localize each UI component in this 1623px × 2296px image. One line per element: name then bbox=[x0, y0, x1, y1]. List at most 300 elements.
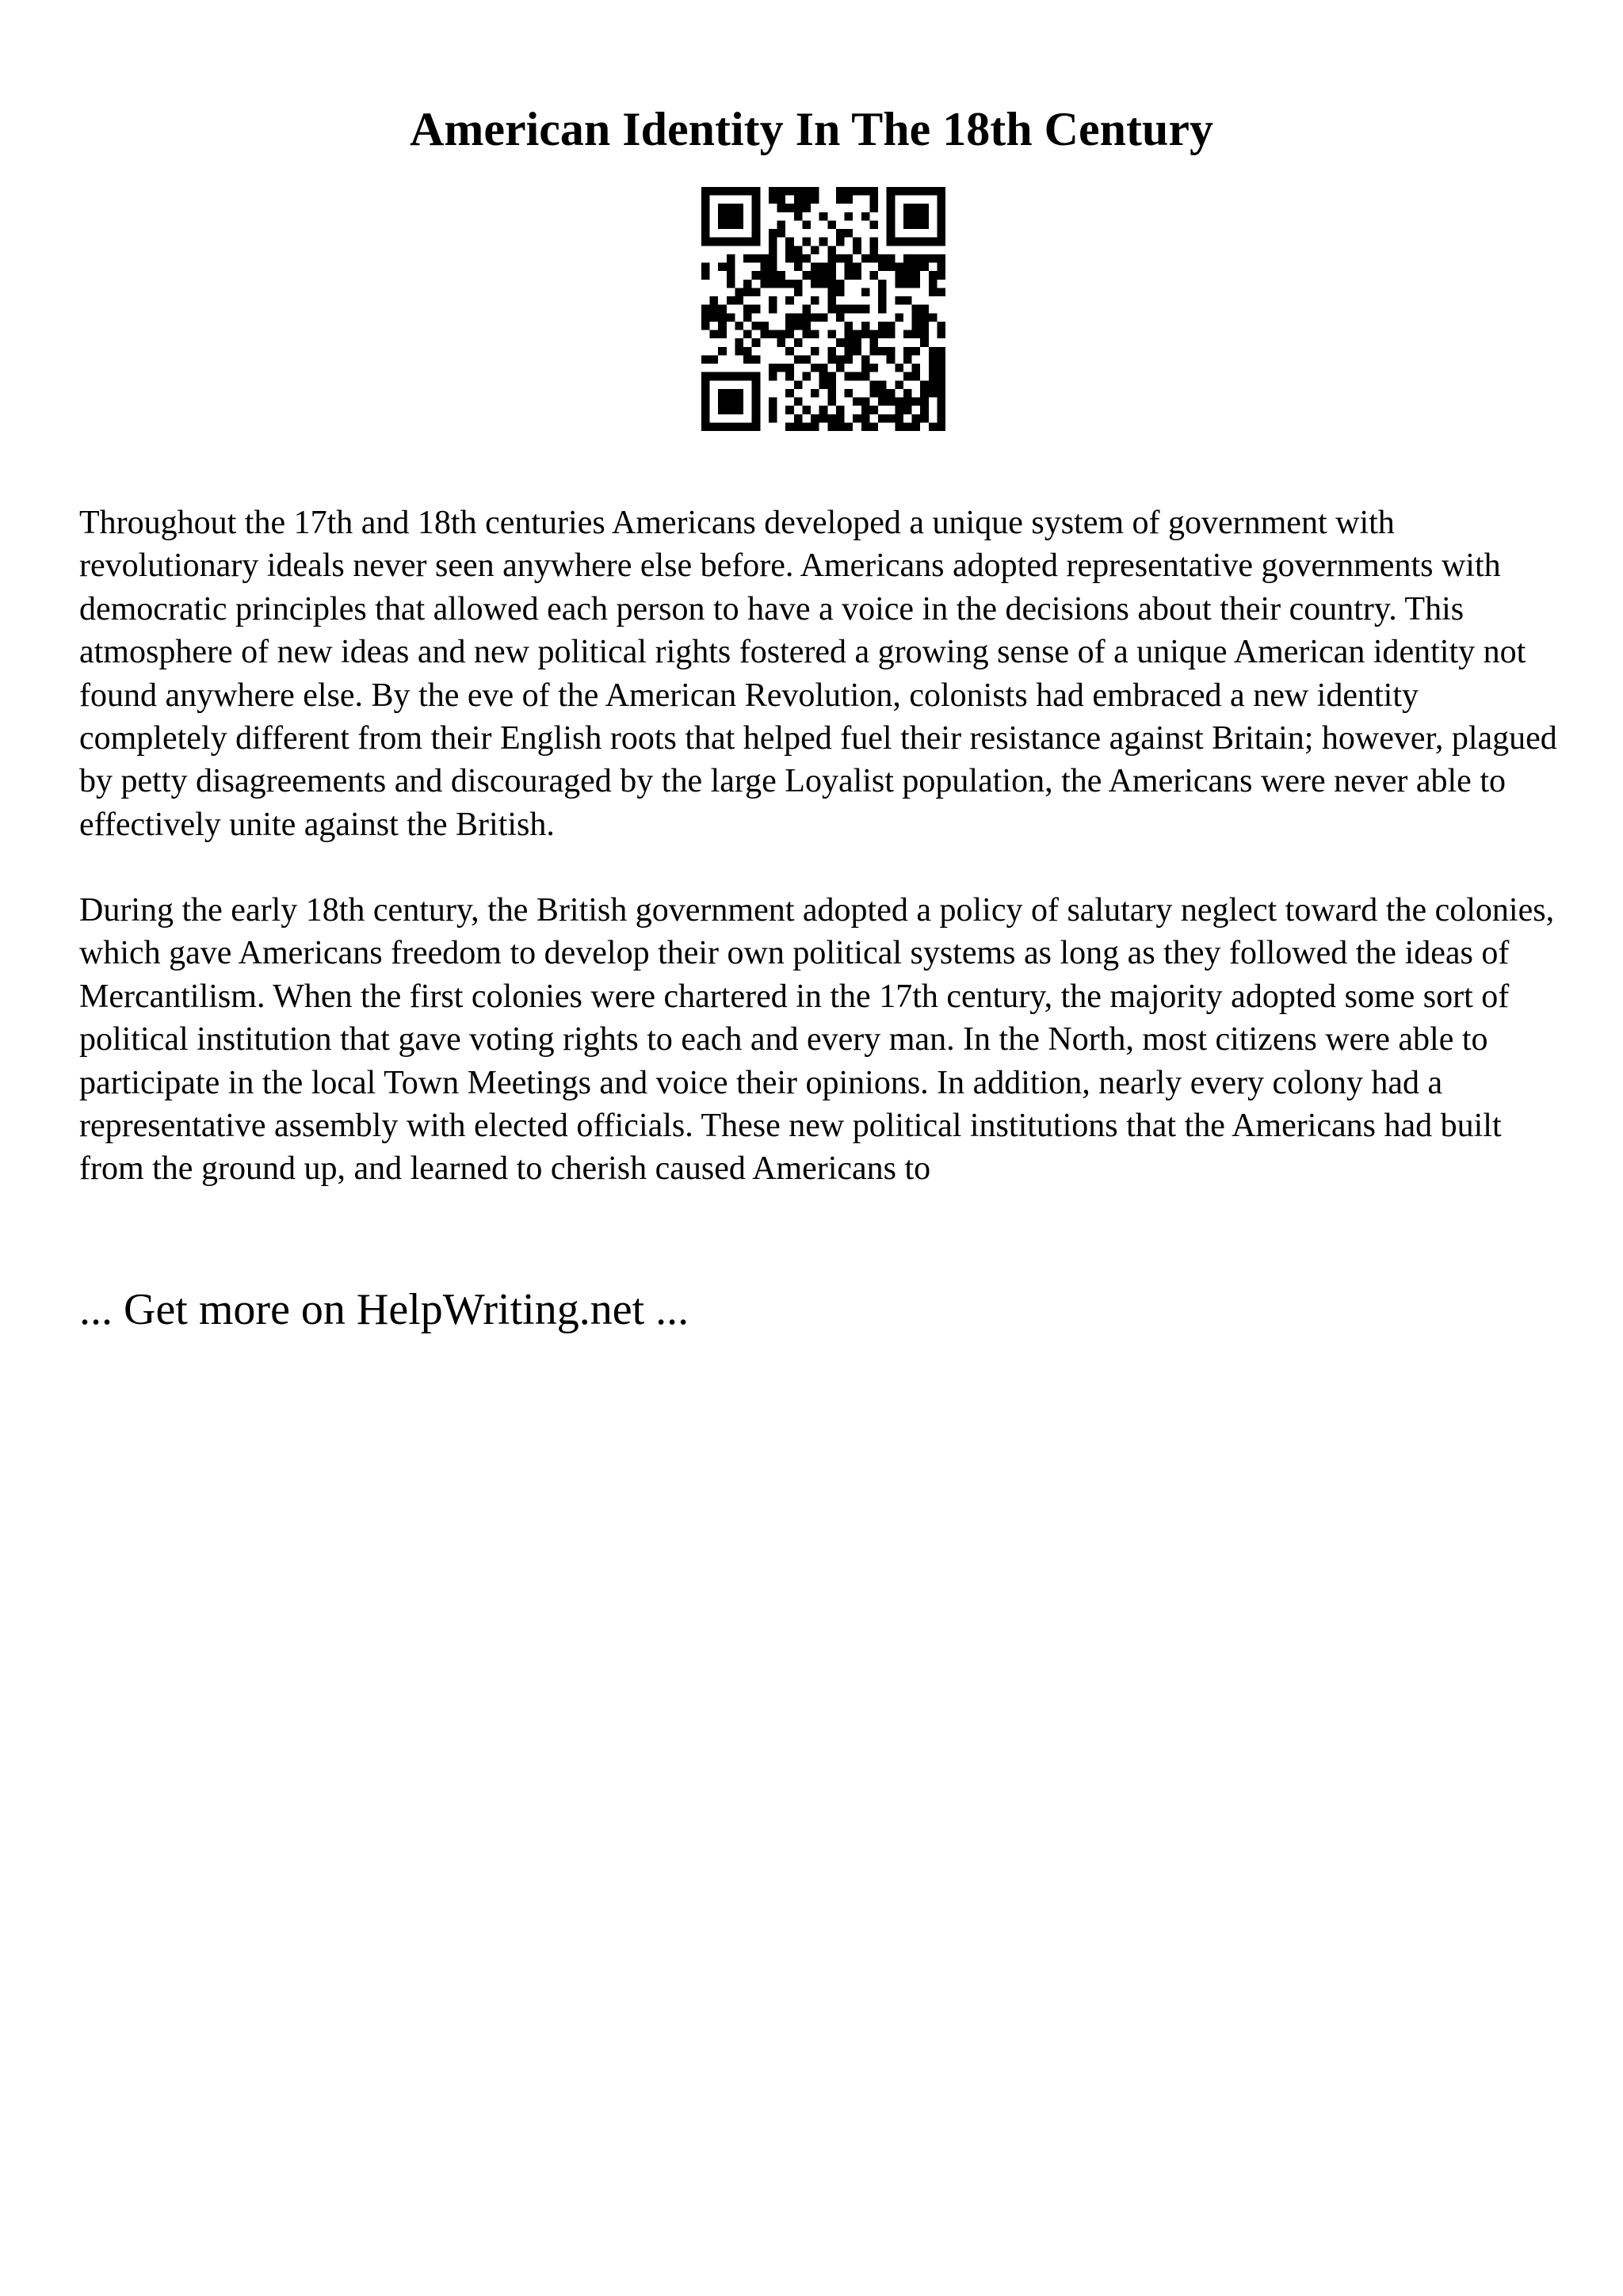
qr-module bbox=[929, 389, 938, 398]
qr-module bbox=[878, 305, 887, 314]
qr-module bbox=[912, 414, 921, 423]
qr-module bbox=[836, 187, 845, 196]
qr-module bbox=[735, 347, 743, 356]
qr-module bbox=[785, 296, 794, 305]
qr-module bbox=[811, 187, 819, 196]
qr-module bbox=[701, 305, 710, 314]
qr-module bbox=[903, 204, 912, 212]
qr-module bbox=[920, 414, 929, 423]
qr-module bbox=[760, 280, 769, 288]
qr-module bbox=[811, 313, 819, 322]
qr-module bbox=[777, 271, 786, 280]
qr-module bbox=[937, 212, 945, 221]
qr-module bbox=[785, 313, 794, 322]
qr-module bbox=[912, 322, 921, 330]
qr-module bbox=[920, 330, 929, 339]
qr-module bbox=[743, 355, 752, 364]
qr-module bbox=[701, 196, 710, 204]
qr-module bbox=[912, 204, 921, 212]
qr-module bbox=[752, 288, 761, 296]
qr-module bbox=[903, 355, 912, 364]
qr-module bbox=[727, 212, 735, 221]
qr-module bbox=[760, 254, 769, 263]
qr-module bbox=[785, 347, 794, 356]
qr-module bbox=[920, 398, 929, 406]
qr-module bbox=[912, 280, 921, 288]
qr-module bbox=[903, 271, 912, 280]
qr-module bbox=[811, 263, 819, 272]
qr-module bbox=[887, 389, 896, 398]
qr-module bbox=[794, 398, 803, 406]
qr-module bbox=[811, 422, 819, 431]
qr-module bbox=[937, 196, 945, 204]
qr-module bbox=[777, 338, 786, 347]
qr-module bbox=[752, 187, 761, 196]
qr-module bbox=[743, 330, 752, 339]
qr-module bbox=[777, 330, 786, 339]
qr-module bbox=[869, 271, 878, 280]
qr-module bbox=[743, 372, 752, 381]
qr-module bbox=[752, 204, 761, 212]
qr-module bbox=[794, 288, 803, 296]
qr-module bbox=[836, 422, 845, 431]
qr-module bbox=[743, 288, 752, 296]
qr-module bbox=[937, 187, 945, 196]
qr-module bbox=[802, 322, 811, 330]
qr-module bbox=[794, 212, 803, 221]
qr-module bbox=[802, 330, 811, 339]
qr-module bbox=[903, 212, 912, 221]
qr-module bbox=[752, 380, 761, 389]
qr-module bbox=[701, 204, 710, 212]
qr-module bbox=[912, 254, 921, 263]
qr-module bbox=[827, 220, 836, 229]
qr-module bbox=[769, 414, 777, 423]
qr-module bbox=[735, 389, 743, 398]
qr-module bbox=[777, 196, 786, 204]
qr-module bbox=[785, 406, 794, 414]
qr-module bbox=[794, 422, 803, 431]
qr-module bbox=[903, 347, 912, 356]
qr-module bbox=[937, 263, 945, 272]
qr-module bbox=[912, 238, 921, 246]
qr-module bbox=[845, 305, 854, 314]
qr-module bbox=[819, 212, 828, 221]
qr-module bbox=[710, 330, 719, 339]
qr-module bbox=[743, 254, 752, 263]
qr-module bbox=[869, 187, 878, 196]
qr-module bbox=[878, 414, 887, 423]
qr-module bbox=[811, 389, 819, 398]
qr-module bbox=[819, 238, 828, 246]
qr-module bbox=[794, 380, 803, 389]
qr-module bbox=[929, 355, 938, 364]
qr-module bbox=[878, 263, 887, 272]
qr-module bbox=[836, 229, 845, 238]
qr-module bbox=[827, 372, 836, 381]
qr-module bbox=[727, 398, 735, 406]
qr-module bbox=[785, 246, 794, 254]
qr-module bbox=[895, 313, 903, 322]
qr-module bbox=[701, 313, 710, 322]
qr-module bbox=[869, 389, 878, 398]
qr-module bbox=[912, 313, 921, 322]
qr-module bbox=[802, 305, 811, 314]
qr-module bbox=[845, 263, 854, 272]
qr-module bbox=[861, 305, 870, 314]
qr-module bbox=[710, 313, 719, 322]
qr-module bbox=[895, 271, 903, 280]
qr-module bbox=[869, 330, 878, 339]
qr-module bbox=[794, 355, 803, 364]
qr-module bbox=[802, 220, 811, 229]
qr-module bbox=[845, 212, 854, 221]
qr-module bbox=[785, 187, 794, 196]
qr-module bbox=[912, 187, 921, 196]
qr-module bbox=[929, 313, 938, 322]
qr-module bbox=[718, 305, 727, 314]
qr-module bbox=[760, 271, 769, 280]
qr-module bbox=[887, 238, 896, 246]
qr-module bbox=[937, 347, 945, 356]
qr-module bbox=[869, 347, 878, 356]
qr-module bbox=[827, 305, 836, 314]
qr-module bbox=[735, 338, 743, 347]
qr-module bbox=[912, 271, 921, 280]
qr-module bbox=[878, 380, 887, 389]
qr-module bbox=[836, 406, 845, 414]
qr-module bbox=[777, 280, 786, 288]
qr-module bbox=[878, 398, 887, 406]
qr-module bbox=[827, 280, 836, 288]
qr-module bbox=[785, 238, 794, 246]
qr-module bbox=[752, 338, 761, 347]
qr-module bbox=[752, 355, 761, 364]
qr-module bbox=[802, 313, 811, 322]
qr-module bbox=[701, 220, 710, 229]
qr-module bbox=[869, 380, 878, 389]
qr-module bbox=[827, 263, 836, 272]
qr-code-icon[interactable] bbox=[701, 187, 945, 431]
qr-module bbox=[853, 338, 861, 347]
qr-module bbox=[710, 422, 719, 431]
qr-module bbox=[903, 187, 912, 196]
qr-module bbox=[701, 422, 710, 431]
qr-module bbox=[887, 347, 896, 356]
qr-module bbox=[794, 204, 803, 212]
qr-module bbox=[845, 187, 854, 196]
qr-module bbox=[785, 322, 794, 330]
qr-module bbox=[735, 204, 743, 212]
qr-module bbox=[735, 220, 743, 229]
qr-module bbox=[718, 313, 727, 322]
qr-module bbox=[836, 338, 845, 347]
qr-module bbox=[836, 254, 845, 263]
qr-module bbox=[777, 364, 786, 372]
qr-module bbox=[802, 406, 811, 414]
qr-module bbox=[861, 254, 870, 263]
qr-module bbox=[743, 313, 752, 322]
qr-module bbox=[937, 271, 945, 280]
qr-module bbox=[785, 372, 794, 381]
qr-module bbox=[701, 271, 710, 280]
get-more-link[interactable]: ... Get more on HelpWriting.net ... bbox=[79, 1285, 689, 1334]
qr-module bbox=[929, 271, 938, 280]
qr-module bbox=[878, 280, 887, 288]
qr-module bbox=[752, 229, 761, 238]
qr-module bbox=[827, 355, 836, 364]
qr-module bbox=[912, 220, 921, 229]
qr-module bbox=[878, 322, 887, 330]
qr-module bbox=[827, 330, 836, 339]
qr-module bbox=[769, 406, 777, 414]
qr-module bbox=[853, 271, 861, 280]
qr-module bbox=[903, 296, 912, 305]
qr-module bbox=[727, 422, 735, 431]
qr-module bbox=[735, 238, 743, 246]
qr-module bbox=[701, 398, 710, 406]
qr-module bbox=[777, 229, 786, 238]
qr-module bbox=[769, 229, 777, 238]
qr-module bbox=[752, 422, 761, 431]
body-paragraph-2: During the early 18th century, the British government adopted a policy of salutary neglect toward the colonies, which gave Americans freedom to develop their own political systems as long as they followed the ideas of Mercantilism. When the first colonies were chartered in the 17th century, the majority adopted some sort of political institution that gave voting rights to each and every man. In the North, most citizens were able to participate in the local Town Meetings and voice their opinions. In addition, nearly every colony had a representative assembly with elected officials. These new political institutions that the Americans had built from the ground up, and learned to cherish caused Americans to bbox=[79, 892, 1555, 1188]
qr-module bbox=[845, 389, 854, 398]
qr-module bbox=[920, 212, 929, 221]
qr-module bbox=[827, 414, 836, 423]
qr-module bbox=[718, 220, 727, 229]
qr-module bbox=[903, 254, 912, 263]
qr-module bbox=[718, 187, 727, 196]
qr-module bbox=[887, 355, 896, 364]
qr-module bbox=[752, 238, 761, 246]
qr-module bbox=[845, 196, 854, 204]
qr-module bbox=[853, 187, 861, 196]
qr-module bbox=[920, 254, 929, 263]
qr-module bbox=[869, 406, 878, 414]
qr-module bbox=[752, 212, 761, 221]
qr-module bbox=[769, 263, 777, 272]
qr-module bbox=[861, 414, 870, 423]
qr-module bbox=[887, 398, 896, 406]
qr-module bbox=[827, 246, 836, 254]
qr-module bbox=[869, 204, 878, 212]
qr-module bbox=[887, 322, 896, 330]
qr-module bbox=[912, 364, 921, 372]
qr-module bbox=[701, 380, 710, 389]
qr-module bbox=[769, 254, 777, 263]
qr-module bbox=[710, 238, 719, 246]
qr-module bbox=[845, 322, 854, 330]
qr-module bbox=[937, 380, 945, 389]
qr-module bbox=[785, 254, 794, 263]
qr-module bbox=[869, 238, 878, 246]
document-title: American Identity In The 18th Century bbox=[410, 103, 1213, 155]
qr-module bbox=[878, 296, 887, 305]
qr-module bbox=[920, 187, 929, 196]
qr-module bbox=[929, 238, 938, 246]
qr-module bbox=[845, 372, 854, 381]
qr-module bbox=[827, 271, 836, 280]
qr-module bbox=[769, 372, 777, 381]
qr-module bbox=[929, 372, 938, 381]
qr-module bbox=[861, 322, 870, 330]
qr-module bbox=[811, 246, 819, 254]
qr-module bbox=[937, 330, 945, 339]
qr-module bbox=[802, 196, 811, 204]
qr-module bbox=[718, 263, 727, 272]
qr-module bbox=[794, 187, 803, 196]
qr-module bbox=[861, 212, 870, 221]
qr-module bbox=[861, 364, 870, 372]
qr-module bbox=[861, 355, 870, 364]
qr-module bbox=[853, 347, 861, 356]
qr-module bbox=[827, 296, 836, 305]
qr-module bbox=[819, 280, 828, 288]
qr-module bbox=[827, 422, 836, 431]
qr-module bbox=[836, 288, 845, 296]
qr-module bbox=[920, 263, 929, 272]
qr-module bbox=[887, 212, 896, 221]
qr-module bbox=[727, 296, 735, 305]
qr-module bbox=[827, 389, 836, 398]
qr-module bbox=[836, 280, 845, 288]
qr-module bbox=[735, 288, 743, 296]
qr-module bbox=[794, 414, 803, 423]
qr-module bbox=[769, 187, 777, 196]
qr-module bbox=[836, 355, 845, 364]
qr-module bbox=[701, 322, 710, 330]
qr-module bbox=[718, 347, 727, 356]
qr-module bbox=[845, 254, 854, 263]
qr-module bbox=[794, 263, 803, 272]
qr-module bbox=[895, 187, 903, 196]
qr-module bbox=[718, 330, 727, 339]
qr-module bbox=[794, 322, 803, 330]
qr-module bbox=[887, 330, 896, 339]
qr-module bbox=[887, 229, 896, 238]
qr-module bbox=[727, 280, 735, 288]
qr-module bbox=[743, 347, 752, 356]
qr-module bbox=[752, 406, 761, 414]
qr-module bbox=[903, 422, 912, 431]
qr-module bbox=[895, 296, 903, 305]
qr-module bbox=[920, 322, 929, 330]
qr-module bbox=[937, 204, 945, 212]
qr-module bbox=[895, 406, 903, 414]
qr-module bbox=[785, 280, 794, 288]
qr-module bbox=[735, 296, 743, 305]
qr-module bbox=[760, 263, 769, 272]
qr-module bbox=[937, 229, 945, 238]
qr-module bbox=[861, 288, 870, 296]
qr-module bbox=[760, 330, 769, 339]
qr-module bbox=[912, 305, 921, 314]
qr-module bbox=[727, 372, 735, 381]
qr-module bbox=[718, 238, 727, 246]
qr-module bbox=[845, 347, 854, 356]
qr-module bbox=[727, 187, 735, 196]
qr-module bbox=[937, 355, 945, 364]
qr-module bbox=[802, 254, 811, 263]
qr-module bbox=[802, 238, 811, 246]
qr-module bbox=[903, 398, 912, 406]
qr-module bbox=[785, 389, 794, 398]
qr-module bbox=[845, 229, 854, 238]
qr-module bbox=[937, 389, 945, 398]
qr-module bbox=[887, 187, 896, 196]
qr-module bbox=[743, 280, 752, 288]
qr-module bbox=[937, 398, 945, 406]
qr-module bbox=[769, 330, 777, 339]
qr-module bbox=[845, 355, 854, 364]
qr-module bbox=[710, 372, 719, 381]
qr-module bbox=[920, 338, 929, 347]
qr-module bbox=[727, 204, 735, 212]
qr-module bbox=[937, 406, 945, 414]
qr-module bbox=[887, 414, 896, 423]
qr-module bbox=[802, 372, 811, 381]
qr-module bbox=[769, 271, 777, 280]
qr-module bbox=[845, 338, 854, 347]
qr-module bbox=[811, 347, 819, 356]
qr-module bbox=[811, 280, 819, 288]
qr-module bbox=[760, 322, 769, 330]
qr-module bbox=[735, 406, 743, 414]
qr-module bbox=[718, 204, 727, 212]
qr-module bbox=[743, 422, 752, 431]
qr-module bbox=[869, 220, 878, 229]
qr-module bbox=[920, 204, 929, 212]
qr-module bbox=[794, 196, 803, 204]
qr-module bbox=[887, 196, 896, 204]
qr-module bbox=[769, 305, 777, 314]
qr-module bbox=[735, 187, 743, 196]
qr-module bbox=[920, 238, 929, 246]
qr-module bbox=[929, 380, 938, 389]
qr-module bbox=[937, 422, 945, 431]
qr-module bbox=[895, 364, 903, 372]
qr-module bbox=[769, 196, 777, 204]
qr-module bbox=[853, 372, 861, 381]
qr-module bbox=[878, 389, 887, 398]
qr-module bbox=[752, 305, 761, 314]
qr-module bbox=[811, 414, 819, 423]
qr-module bbox=[811, 296, 819, 305]
qr-module bbox=[769, 246, 777, 254]
qr-module bbox=[903, 406, 912, 414]
qr-module bbox=[861, 406, 870, 414]
qr-module bbox=[785, 422, 794, 431]
qr-module bbox=[903, 220, 912, 229]
qr-module bbox=[727, 238, 735, 246]
qr-module bbox=[887, 220, 896, 229]
qr-module bbox=[887, 254, 896, 263]
qr-module bbox=[718, 372, 727, 381]
qr-module bbox=[861, 398, 870, 406]
qr-module bbox=[836, 305, 845, 314]
qr-module bbox=[794, 280, 803, 288]
qr-module bbox=[912, 263, 921, 272]
qr-module bbox=[887, 263, 896, 272]
qr-module bbox=[727, 406, 735, 414]
qr-module bbox=[718, 212, 727, 221]
qr-module bbox=[878, 347, 887, 356]
qr-module bbox=[701, 372, 710, 381]
qr-module bbox=[769, 398, 777, 406]
qr-module bbox=[718, 422, 727, 431]
qr-module bbox=[701, 414, 710, 423]
qr-module bbox=[777, 187, 786, 196]
